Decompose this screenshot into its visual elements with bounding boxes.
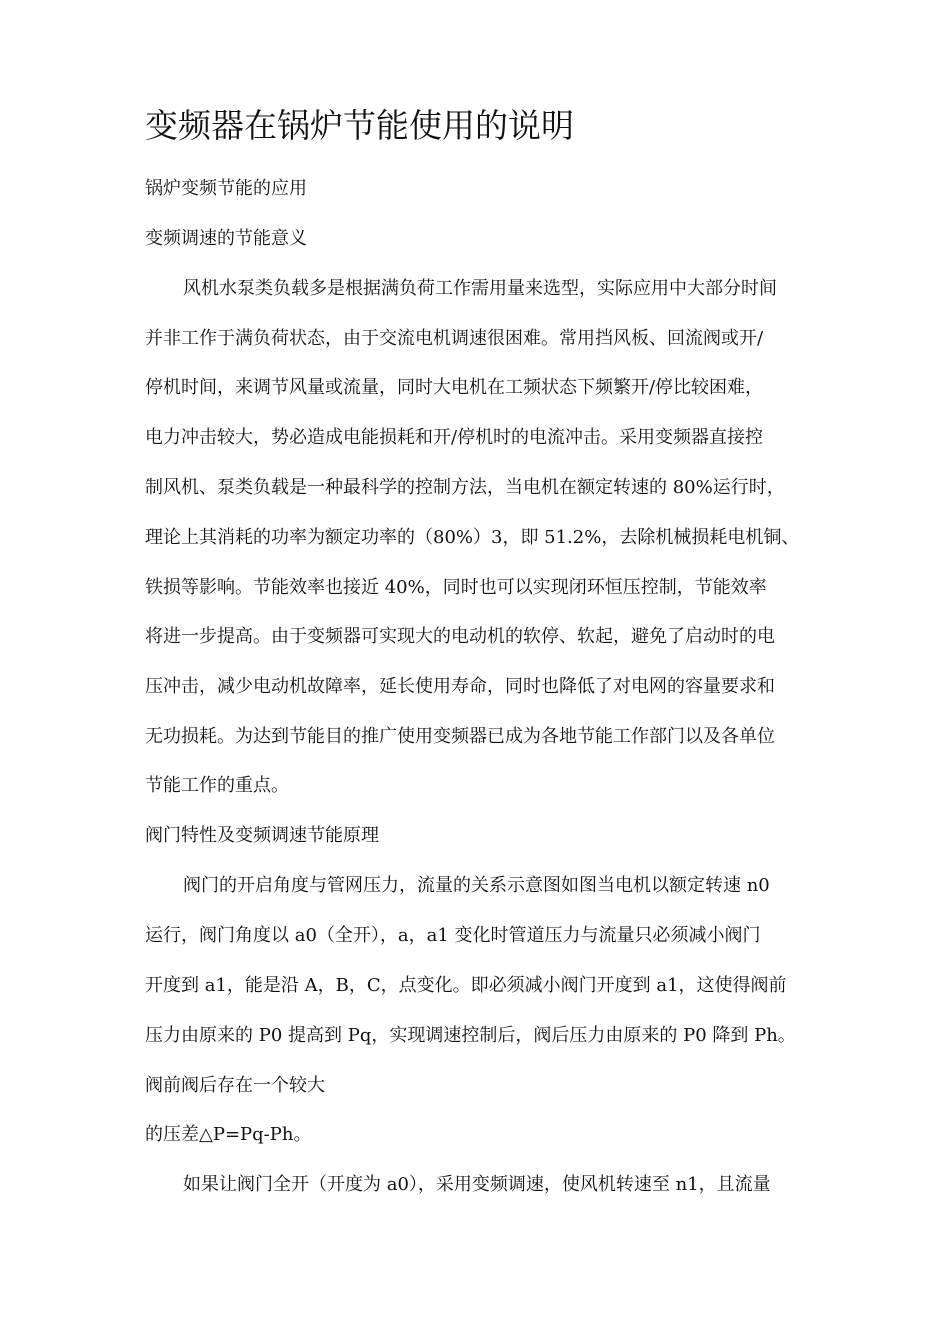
paragraph-line: 阀前阀后存在一个较大 xyxy=(145,1075,325,1096)
paragraph-line: 将进一步提高。由于变频器可实现大的电动机的软停、软起，避免了启动时的电 xyxy=(145,626,775,647)
paragraph-line: 压力由原来的 P0 提高到 Pq，实现调速控制后，阀后压力由原来的 P0 降到 Ph。 xyxy=(145,1025,796,1046)
paragraph-line: 如果让阀门全开（开度为 a0），采用变频调速，使风机转速至 n1，且流量 xyxy=(183,1174,771,1195)
paragraph-line: 压冲击，减少电动机故障率，延长使用寿命，同时也降低了对电网的容量要求和 xyxy=(145,676,775,697)
paragraph-line: 节能工作的重点。 xyxy=(145,775,289,796)
paragraph-line: 阀门的开启角度与管网压力，流量的关系示意图如图当电机以额定转速 n0 xyxy=(183,875,770,896)
section-heading-boiler-application: 锅炉变频节能的应用 xyxy=(145,178,307,199)
document-title: 变频器在锅炉节能使用的说明 xyxy=(145,106,574,145)
paragraph-line: 制风机、泵类负载是一种最科学的控制方法，当电机在额定转速的 80%运行时， xyxy=(145,477,785,498)
paragraph-line: 风机水泵类负载多是根据满负荷工作需用量来选型，实际应用中大部分时间 xyxy=(183,278,777,299)
paragraph-line: 的压差△P=Pq-Ph。 xyxy=(145,1124,312,1145)
paragraph-line: 铁损等影响。节能效率也接近 40%，同时也可以实现闭环恒压控制，节能效率 xyxy=(145,577,767,598)
section-heading-energy-significance: 变频调速的节能意义 xyxy=(145,228,307,249)
paragraph-line: 开度到 a1，能是沿 A，B，C，点变化。即必须减小阀门开度到 a1，这使得阀前 xyxy=(145,975,787,996)
paragraph-line: 理论上其消耗的功率为额定功率的（80%）3，即 51.2%，去除机械损耗电机铜、 xyxy=(145,527,800,548)
paragraph-line: 无功损耗。为达到节能目的推广使用变频器已成为各地节能工作部门以及各单位 xyxy=(145,726,775,747)
paragraph-line: 运行，阀门角度以 a0（全开），a，a1 变化时管道压力与流量只必须减小阀门 xyxy=(145,925,761,946)
paragraph-line: 并非工作于满负荷状态，由于交流电机调速很困难。常用挡风板、回流阀或开/ xyxy=(145,328,764,349)
section-heading-valve-principle: 阀门特性及变频调速节能原理 xyxy=(145,825,379,846)
paragraph-line: 停机时间，来调节风量或流量，同时大电机在工频状态下频繁开/停比较困难， xyxy=(145,377,764,398)
paragraph-line: 电力冲击较大，势必造成电能损耗和开/停机时的电流冲击。采用变频器直接控 xyxy=(145,427,764,448)
